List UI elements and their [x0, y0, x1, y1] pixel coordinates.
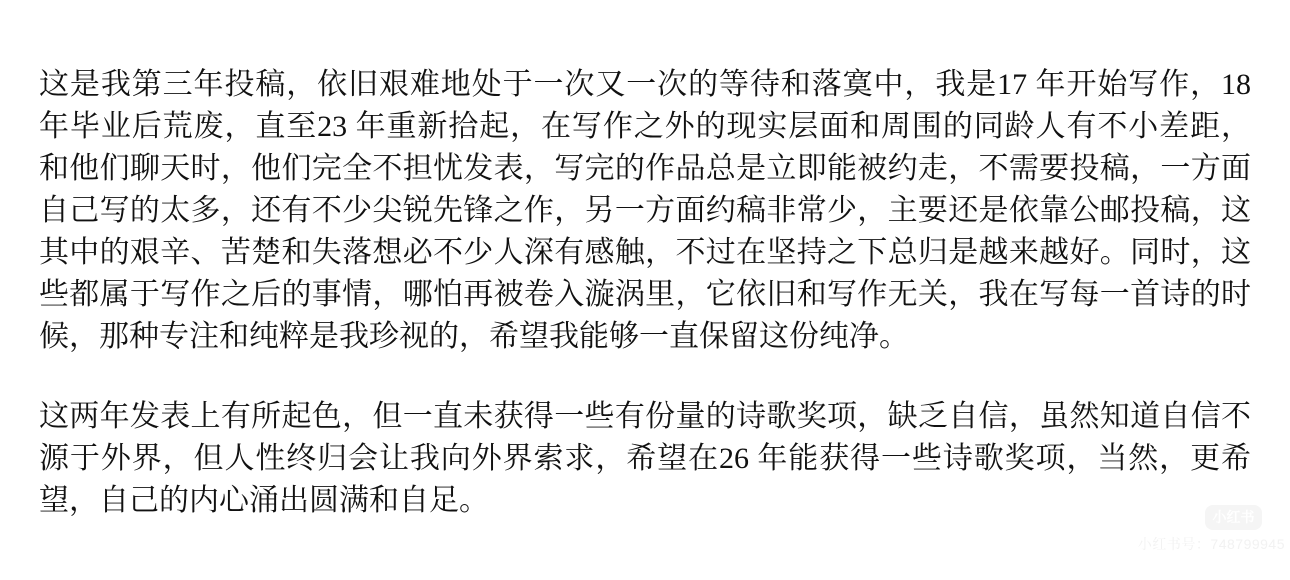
- text-document: [39, 64, 1251, 522]
- text-line: 些都属于写作之后的事情，哪怕再被卷入漩涡里，它依旧和写作无关，我在写每一首诗的时: [39, 278, 1251, 311]
- text-line: 其中的艰辛、苦楚和失落想必不少人深有感触，不过在坚持之下总归是越来越好。同时，这: [39, 236, 1251, 269]
- watermark-user-id: 小红书号：748799945: [1137, 536, 1285, 552]
- text-line: 年毕业后荒废，直至23 年重新拾起，在写作之外的现实层面和周围的同龄人有不小差距，: [39, 110, 1251, 143]
- text-line: 这两年发表上有所起色，但一直未获得一些有份量的诗歌奖项，缺乏自信，虽然知道自信不: [39, 400, 1251, 433]
- paragraph-1: [39, 64, 1251, 358]
- text-line: 这是我第三年投稿，依旧艰难地处于一次又一次的等待和落寞中，我是17 年开始写作，18: [39, 68, 1251, 101]
- text-line: 自己写的太多，还有不少尖锐先锋之作，另一方面约稿非常少，主要还是依靠公邮投稿，这: [39, 194, 1251, 227]
- xiaohongshu-logo-text: 小红书: [1212, 509, 1255, 525]
- text-line: 候，那种专注和纯粹是我珍视的，希望我能够一直保留这份纯净。: [39, 320, 909, 353]
- text-line: 和他们聊天时，他们完全不担忧发表，写完的作品总是立即能被约走，不需要投稿，一方面: [39, 152, 1251, 185]
- text-line: 望，自己的内心涌出圆满和自足。: [39, 484, 489, 517]
- paragraph-2: [39, 396, 1251, 522]
- text-line: 源于外界，但人性终归会让我向外界索求，希望在26 年能获得一些诗歌奖项，当然，更希: [39, 442, 1251, 475]
